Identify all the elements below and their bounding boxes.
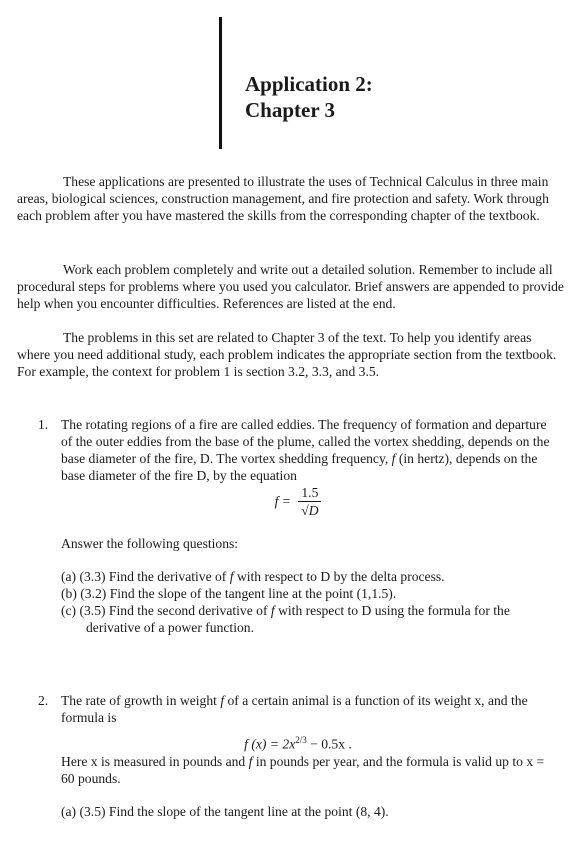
problem-1-statement: The rotating regions of a fire are called eddies. The frequency of formation and departure of the outer eddies from the base of the plume, called the vortex shedding, depends on the base diameter of the fire, D. The vortex shedding frequency, f (in hertz), depends on the base diameter of the fire D, by the equation: [61, 417, 550, 483]
problem-number: 1.: [38, 417, 49, 432]
fraction: [298, 485, 321, 520]
intro-paragraph-3: The problems in this set are related to Chapter 3 of the text. To help you identify areas where you need additional study, each problem indicates the appropriate section from the textbook. For example, the context for problem 1 is section 3.2, 3.3, and 3.5.: [17, 330, 557, 379]
variable-f: f: [220, 693, 225, 708]
variable-f: f: [391, 451, 396, 466]
problem-2: [38, 692, 558, 820]
title-line-1: Application 2:: [245, 72, 373, 96]
problem-number: 2.: [38, 693, 49, 708]
question-a: (a) (3.5) Find the slope of the tangent line at the point (8, 4).: [61, 803, 389, 819]
problem-2-units: Here x is measured in pounds and f in pounds per year, and the formula is valid up to x = 60 pounds.: [61, 753, 545, 786]
problem-2-questions: [61, 803, 558, 820]
header-vertical-rule: [219, 17, 222, 149]
answer-prompt: Answer the following questions:: [61, 536, 239, 551]
problem-1-questions: [61, 568, 558, 636]
fraction-numerator: 1.5: [298, 485, 321, 502]
intro-paragraph-2: Work each problem completely and write out a detailed solution. Remember to include all procedural steps for problems where you used you calculator. Brief answers are appended to provide help when you encounter difficulties. References are listed at the end.: [17, 262, 564, 311]
problem-2-equation: f $(x) = 2x^{2/3} - 0.5x$ .: [244, 735, 352, 752]
page-title: [245, 71, 373, 123]
problem-1-equation: f = $\frac{1.5}{√D}$: [38, 485, 558, 520]
problem-1: [38, 416, 558, 636]
question-b: (b) (3.2) Find the slope of the tangent line at the point (1,1.5).: [61, 586, 397, 601]
fraction-denominator: √D: [301, 503, 319, 518]
title-line-2: Chapter 3: [245, 98, 336, 122]
question-a: (a) (3.3) Find the derivative of f with respect to D by the delta process.: [61, 569, 445, 584]
question-c: (c) (3.5) Find the second derivative of f with respect to D using the formula for the derivative of a power function.: [61, 603, 510, 635]
intro-paragraph-1: These applications are presented to illustrate the uses of Technical Calculus in three main areas, biological sciences, construction management, and fire protection and safety. Work through each problem after you have mastered the skills from the corresponding chapter of the textbook.: [17, 174, 549, 223]
problem-2-statement: The rate of growth in weight f of a certain animal is a function of its weight x, and the formula is: [61, 693, 528, 725]
